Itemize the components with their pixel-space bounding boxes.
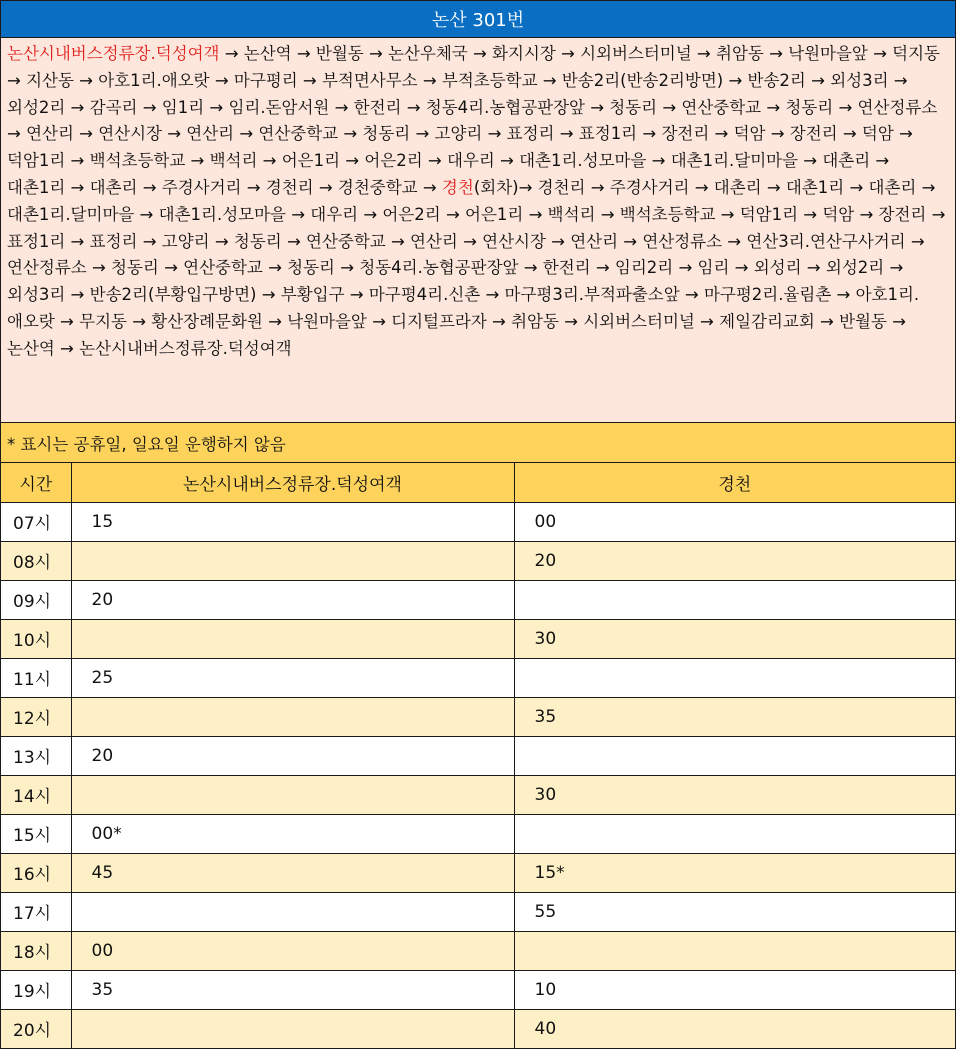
gyeongcheon-departure-cell (514, 814, 955, 853)
gyeongcheon-departure-cell (514, 580, 955, 619)
table-row (1, 892, 955, 931)
column-header-time: 시간 (1, 463, 71, 502)
hour-cell: 08시 (1, 541, 71, 580)
table-header-row (1, 463, 955, 502)
hour-cell: 20시 (1, 1009, 71, 1048)
route-outbound-stops: → 논산역 → 반월동 → 논산우체국 → 화지시장 → 시외버스터미널 → 취암동 → 낙원마을앞 → 덕지동 → 지산동 → 아호1리.애오랏 → 마구평리 → 부적면사무소 → 부적초등학교 → 반송2리(반송2리방면) → 반송2리 → 외성3리 → 외성2리 → 감곡리 → 임1리 → 임리.돈암서원 → 한전리 → 청동4리.농협공판장앞 → 청동리 → 연산중학교 → 청동리 → 연산정류소 → 연산리 → 연산시장 → 연산리 → 연산중학교 → 청동리 → 고양리 → 표정리 → 표정1리 → 장전리 → 덕암 → 장전리 → 덕암 → 덕암1리 → 백석초등학교 → 백석리 → 어은1리 → 어은2리 → 대우리 → 대촌1리.성모마을 → 대촌1리.달미마을 → 대촌리 → 대촌1리 → 대촌리 → 주경사거리 → 경천리 → 경천중학교 → (7, 44, 940, 197)
schedule-table (1, 463, 955, 1048)
origin-departure-cell (71, 1009, 514, 1048)
hour-cell: 16시 (1, 853, 71, 892)
gyeongcheon-departure-cell: 55 (514, 892, 955, 931)
table-row (1, 970, 955, 1009)
hour-cell: 14시 (1, 775, 71, 814)
gyeongcheon-departure-cell (514, 736, 955, 775)
gyeongcheon-departure-cell: 30 (514, 619, 955, 658)
origin-departure-cell (71, 775, 514, 814)
origin-departure-cell (71, 541, 514, 580)
origin-departure-cell: 45 (71, 853, 514, 892)
table-row (1, 736, 955, 775)
table-row (1, 619, 955, 658)
gyeongcheon-departure-cell: 15* (514, 853, 955, 892)
column-header-gyeongcheon: 경천 (514, 463, 955, 502)
origin-departure-cell: 20 (71, 736, 514, 775)
table-row (1, 658, 955, 697)
table-row (1, 853, 955, 892)
page-title: 논산 301번 (1, 1, 955, 38)
origin-departure-cell: 15 (71, 502, 514, 541)
holiday-note: * 표시는 공휴일, 일요일 운행하지 않음 (1, 423, 955, 463)
hour-cell: 18시 (1, 931, 71, 970)
origin-departure-cell (71, 619, 514, 658)
gyeongcheon-departure-cell: 20 (514, 541, 955, 580)
hour-cell: 15시 (1, 814, 71, 853)
table-row (1, 580, 955, 619)
origin-departure-cell: 25 (71, 658, 514, 697)
hour-cell: 10시 (1, 619, 71, 658)
origin-departure-cell (71, 697, 514, 736)
gyeongcheon-departure-cell: 35 (514, 697, 955, 736)
hour-cell: 09시 (1, 580, 71, 619)
hour-cell: 19시 (1, 970, 71, 1009)
table-row (1, 502, 955, 541)
column-header-origin: 논산시내버스정류장.덕성여객 (71, 463, 514, 502)
table-row (1, 1009, 955, 1048)
table-row (1, 541, 955, 580)
route-turnaround-stop: 경천 (441, 177, 474, 197)
gyeongcheon-departure-cell: 00 (514, 502, 955, 541)
hour-cell: 11시 (1, 658, 71, 697)
route-description (1, 38, 955, 423)
route-start-stop: 논산시내버스정류장.덕성여객 (7, 44, 220, 63)
origin-departure-cell: 20 (71, 580, 514, 619)
table-row (1, 931, 955, 970)
origin-departure-cell: 00 (71, 931, 514, 970)
origin-departure-cell (71, 892, 514, 931)
gyeongcheon-departure-cell: 30 (514, 775, 955, 814)
gyeongcheon-departure-cell (514, 658, 955, 697)
table-row (1, 775, 955, 814)
hour-cell: 12시 (1, 697, 71, 736)
gyeongcheon-departure-cell: 10 (514, 970, 955, 1009)
origin-departure-cell: 35 (71, 970, 514, 1009)
hour-cell: 17시 (1, 892, 71, 931)
gyeongcheon-departure-cell (514, 931, 955, 970)
origin-departure-cell: 00* (71, 814, 514, 853)
hour-cell: 07시 (1, 502, 71, 541)
hour-cell: 13시 (1, 736, 71, 775)
table-row (1, 697, 955, 736)
route-return-stops: (회차)→ 경천리 → 주경사거리 → 대촌리 → 대촌1리 → 대촌리 → 대촌1리.달미마을 → 대촌1리.성모마을 → 대우리 → 어은2리 → 어은1리 → 백석리 → 백석초등학교 → 덕암1리 → 덕암 → 장전리 → 표정1리 → 표정리 → 고양리 → 청동리 → 연산중학교 → 연산리 → 연산시장 → 연산리 → 연산정류소 → 연산3리.연산구사거리 → 연산정류소 → 청동리 → 연산중학교 → 청동리 → 청동4리.농협공판장앞 → 한전리 → 임리2리 → 임리 → 외성리 → 외성2리 → 외성3리 → 반송2리(부황입구방면) → 부황입구 → 마구평4리.신촌 → 마구평3리.부적파출소앞 → 마구평2리.율림촌 → 아호1리.애오랏 → 무지동 → 황산장례문화원 → 낙원마을앞 → 디지털프라자 → 취암동 → 시외버스터미널 → 제일감리교회 → 반월동 → 논산역 → 논산시내버스정류장.덕성여객 (7, 177, 946, 358)
gyeongcheon-departure-cell: 40 (514, 1009, 955, 1048)
table-row (1, 814, 955, 853)
